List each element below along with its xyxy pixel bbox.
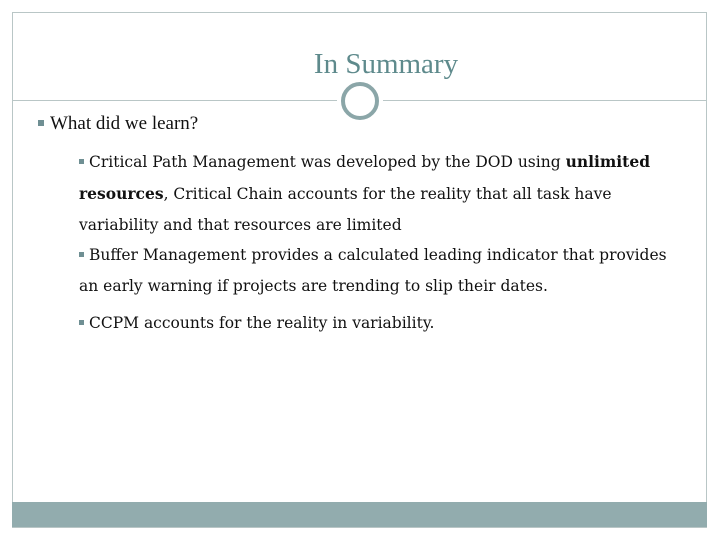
square-bullet-icon xyxy=(79,159,84,164)
sub-bullet-text-pre: Critical Path Management was developed by the DOD using xyxy=(89,153,566,171)
title-rule-right xyxy=(383,100,707,101)
sub-bullet-buffer-management xyxy=(79,240,679,302)
sub-bullet-text: CCPM accounts for the reality in variability. xyxy=(89,314,435,332)
slide-title: In Summary xyxy=(313,48,459,80)
footer-band xyxy=(12,502,707,527)
main-bullet xyxy=(38,112,198,136)
sub-bullet-emphasis: unlimited resources xyxy=(79,152,651,203)
square-bullet-icon xyxy=(79,252,84,257)
title-rule-left xyxy=(12,100,337,101)
main-bullet-text: What did we learn? xyxy=(50,113,199,134)
sub-bullet-text-post: , Critical Chain accounts for the reality that all task have variability and that resources are limited xyxy=(79,185,612,234)
circle-ornament-icon xyxy=(341,82,379,120)
square-bullet-icon xyxy=(79,320,84,325)
sub-bullet-ccpm xyxy=(79,308,679,339)
sub-bullet-text: Buffer Management provides a calculated leading indicator that provides an early warning if projects are trending to slip their dates. xyxy=(79,246,667,295)
square-bullet-icon xyxy=(38,120,44,126)
sub-bullet-critical-path xyxy=(79,146,679,241)
